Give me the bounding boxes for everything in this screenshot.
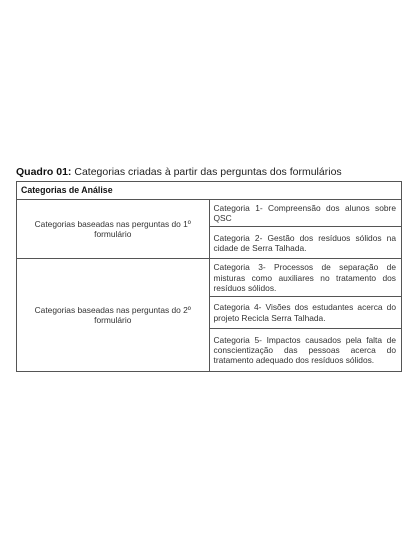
categories-table [16,181,402,372]
caption-text: Categorias criadas à partir das perguntas dos formulários [71,166,342,178]
category-cell: Categoria 2- Gestão dos resíduos sólidos na cidade de Serra Talhada. [209,227,402,259]
category-cell: Categoria 4- Visões dos estudantes acerca do projeto Recicla Serra Talhada. [209,297,402,329]
table-header-row [17,182,402,200]
caption-label: Quadro 01: [16,166,72,178]
group-label: Categorias baseadas nas perguntas do 2º formulário [17,259,210,372]
table-row [17,259,402,297]
table-row [17,200,402,227]
category-cell: Categoria 5- Impactos causados pela falta de conscientização das pessoas acerca do tratamento adequado dos resíduos sólidos. [209,329,402,372]
category-cell: Categoria 1- Compreensão dos alunos sobre QSC [209,200,402,227]
category-cell: Categoria 3- Processos de separação de misturas como auxiliares no tratamento dos resíduos sólidos. [209,259,402,297]
table-header: Categorias de Análise [17,182,402,200]
group-label: Categorias baseadas nas perguntas do 1º formulário [17,200,210,259]
table-caption [16,166,342,179]
